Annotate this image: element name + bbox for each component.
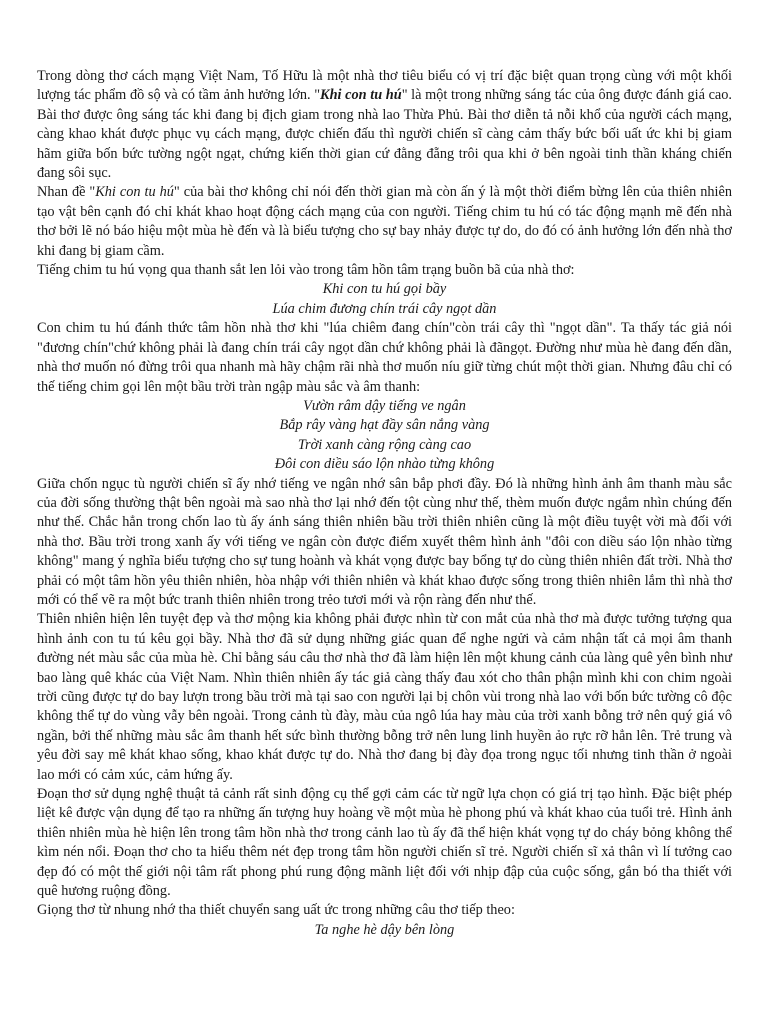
verse-line: Lúa chim đương chín trái cây ngọt dần <box>272 300 497 317</box>
verse-line: Khi con tu hú gọi bầy <box>322 281 447 298</box>
verse-line: Trời xanh càng rộng càng cao <box>297 436 472 453</box>
paragraph-analysis-2: Giữa chốn ngục tù người chiến sĩ ấy nhớ tiếng ve ngân nhớ sân bắp phơi đầy. Đó là những hình ảnh âm thanh màu sắc của đời sống thường thật bên ngoài mà sao nhà thơ lại nhớ đến tột cùng như thế, thèm muốn được ngắm nhìn chúng đến như thế. Chắc hẳn trong chốn lao tù ấy ánh sáng thiên nhiên bầu trời thiên nhiên cũng là một điều tuyệt vời mà đối với nhà thơ. Bầu trời trong xanh ấy với tiếng ve ngân còn được điểm xuyết thêm hình ảnh "đôi con diều sáo lộn nhào từng không" mang ý nghĩa biểu tượng cho sự tung hoành và khát vọng được bay bổng tự do cùng thiên nhiên đất trời. Nhà thơ phải có một tâm hồn yêu thiên nhiên, hòa nhập với thiên nhiên và khát khao được sống trong thiên nhiên lắm thì nhà thơ mới có thể vẽ ra một bức tranh thiên nhiên trong trẻo tươi mới và rộn ràng đến như thế. <box>37 475 732 608</box>
paragraph-bird-call: Tiếng chim tu hú vọng qua thanh sắt len lỏi vào trong tâm hồn tâm trạng buồn bã của nhà thơ: <box>37 262 575 279</box>
paragraph-title-meaning <box>37 183 732 261</box>
poem-title-italic: Khi con tu hú <box>95 184 174 201</box>
verse-line: Vườn râm dậy tiếng ve ngân <box>303 397 466 414</box>
poem-title: Khi con tu hú <box>320 87 402 104</box>
paragraph-intro <box>37 67 732 183</box>
verse-line: Bắp rây vàng hạt đầy sân nắng vàng <box>279 417 490 434</box>
paragraph-title-meaning-start: Nhan đề " <box>37 184 96 201</box>
verse-line: Đôi con diều sáo lộn nhào từng không <box>274 456 495 473</box>
paragraph-title-meaning-end: " của bài thơ không chỉ nói đến thời gian mà còn ấn ý là một thời điểm bừng lên của thiên nhiên tạo vật bên cạnh đó chỉ khát khao hoạt động cách mạng của con người. Tiếng chim tu hú có tác động mạnh mẽ đến nhà thơ bởi lẽ nó báo hiệu một mùa hè đến và là biểu tượng cho sự bay nhảy được tự do, do đó có ảnh hưởng lớn đến nhà thơ khi đang bị giam cầm. <box>37 184 732 259</box>
paragraph-intro-start: Trong dòng thơ cách mạng Việt Nam, Tố Hữu là một nhà thơ tiêu biểu có vị trí đặc biệt quan trọng cùng với một khối lượng tác phẩm đồ sộ và có tầm ảnh hưởng lớn. " <box>37 68 732 104</box>
paragraph-intro-end: " là một trong những sáng tác của ông được đánh giá cao. Bài thơ được ông sáng tác khi đang bị địch giam trong nhà lao Thừa Phủ. Bài thơ diễn tả nỗi khổ của người cách mạng, càng khao khát được phục vụ cách mạng, được chiến đấu thì người chiến sĩ càng cảm thấy bức bối uất ức khi bị giam hãm giữa bốn bức tường ngột ngạt, chứng kiến thời gian cứ đằng đẵng trôi qua khi ở bên ngoài tinh thần kháng chiến đang sôi sục. <box>37 87 732 182</box>
paragraph-transition: Giọng thơ từ nhung nhớ tha thiết chuyển sang uất ức trong những câu thơ tiếp theo: <box>37 902 515 919</box>
paragraph-analysis-3: Thiên nhiên hiện lên tuyệt đẹp và thơ mộng kia không phải được nhìn từ con mắt của nhà thơ mà được tưởng tượng qua hình ảnh con tu tú kêu gọi bầy. Nhà thơ đã sử dụng những giác quan để nghe ngửi và cảm nhận tất cả mọi âm thanh đường nét màu sắc của mùa hè. Chỉ bằng sáu câu thơ nhà thơ đã làm hiện lên một khung cảnh của làng quê yên bình như bao làng quê khác của Việt Nam. Nhìn thiên nhiên ấy tác giả càng thấy đau xót cho thân phận mình khi con chim ngoài trời cũng được tự do bay lượn trong bầu trời mà tại sao con người lại bị chôn vùi trong nhà lao với bốn bức tường cô độc không thể tự do vùng vẫy bên ngoài. Trong cảnh tù đày, màu của ngô lúa hay màu của trời xanh bỗng trở nên quý giá vô ngần, bởi thế những màu sắc âm thanh hết sức bình thường bỗng trở nên lung linh huyền ảo rực rỡ hẳn lên. Trẻ trung và yêu đời say mê khát khao sống, khao khát được tự do. Nhà thơ đang bị đày đọa trong ngục tối nhưng tinh thần ở ngoài lao mới có cảm xúc, cảm hứng ấy. <box>37 611 732 783</box>
verse-line: Ta nghe hè dậy bên lòng <box>314 921 455 938</box>
paragraph-analysis-4: Đoạn thơ sử dụng nghệ thuật tả cảnh rất sinh động cụ thể gợi cảm các từ ngữ lựa chọn có giá trị tạo hình. Đặc biệt phép liệt kê được vận dụng để tạo ra những ấn tượng huy hoàng về một mùa hè phong phú và khát khao của tuổi trẻ. Hình ảnh thiên nhiên mùa hè hiện lên trong tâm hồn nhà thơ trong cảnh lao tù ấy đã thể hiện khát vọng tự do cháy bỏng không thể kìm nén nổi. Đoạn thơ cho ta hiểu thêm nét đẹp trong tâm hồn người chiến sĩ trẻ. Người chiến sĩ xả thân vì lí tưởng cao đẹp đó có một thế giới nội tâm rất phong phú rung động mãnh liệt đối với nhịp đập của cuộc sống, gắn bó tha thiết với quê hương ruộng đồng. <box>37 786 732 900</box>
paragraph-analysis-1: Con chim tu hú đánh thức tâm hồn nhà thơ khi "lúa chiêm đang chín"còn trái cây thì "ngọt dần". Ta thấy tác giả nói "đương chín"chứ không phải là đang chín trái cây ngọt dần chứ không phải là đãngọt. Đường như mùa hè đang đến dần, nhà thơ muốn nó đừng trôi qua nhanh mà hãy chậm rãi nhà thơ muốn níu giữ từng chút một thời gian. Nhưng đâu chỉ có thế tiếng chim gọi lên một bầu trời tràn ngập màu sắc và âm thanh: <box>37 320 732 395</box>
